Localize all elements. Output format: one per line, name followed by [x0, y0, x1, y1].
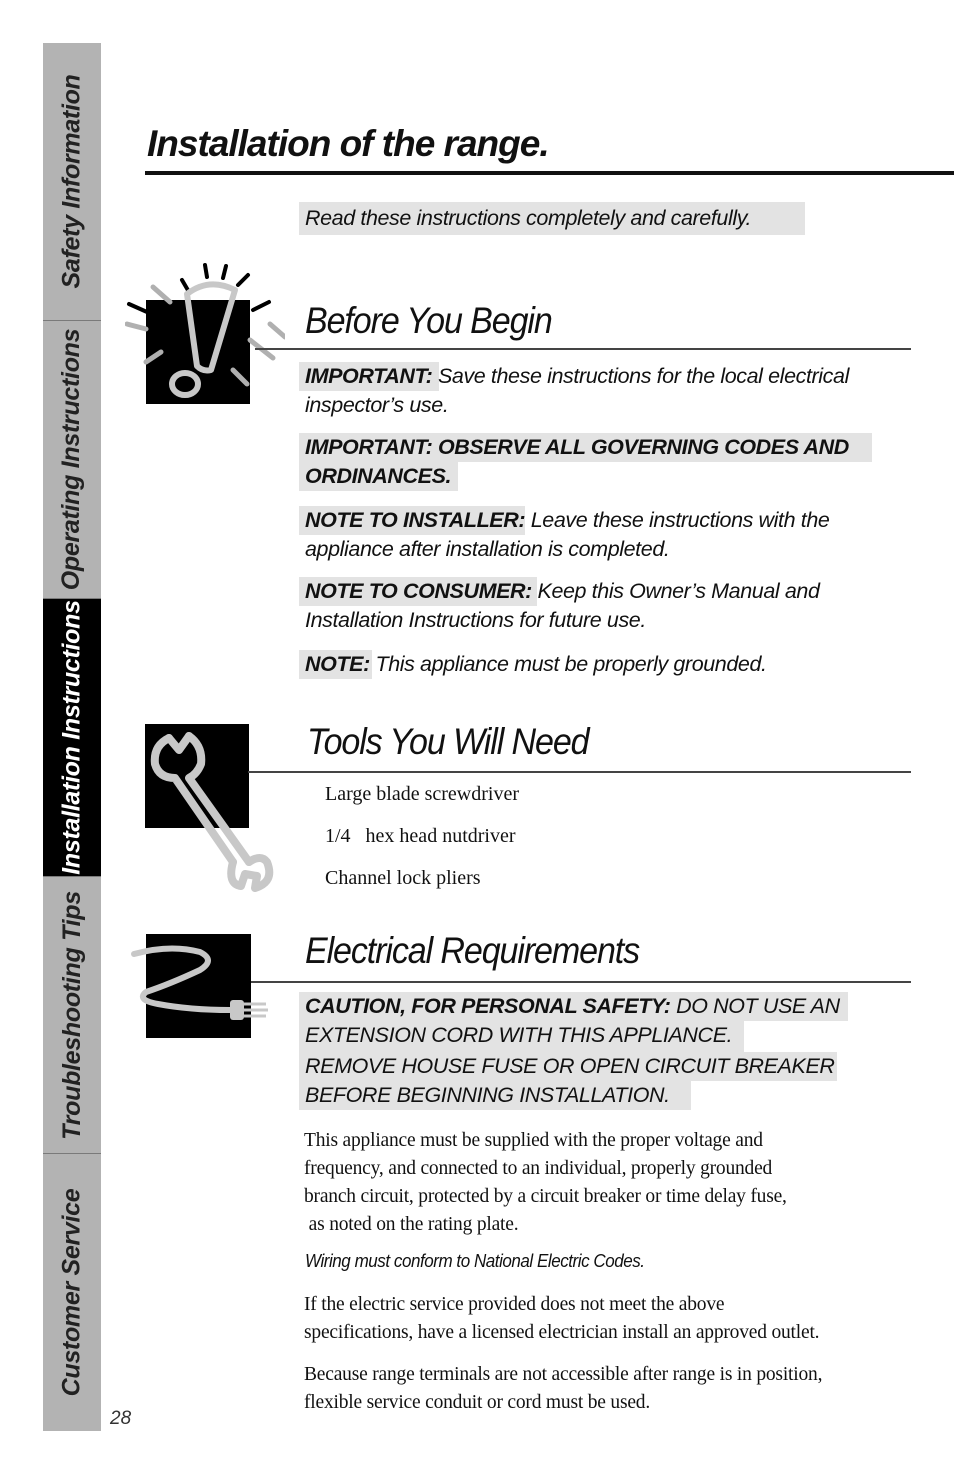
paragraph-line: frequency, and connected to an individual, properly grounded: [304, 1158, 773, 1179]
side-tabs: [43, 43, 101, 1431]
paragraph-line: Because range terminals are not accessible after range is in position,: [304, 1364, 823, 1385]
section-rule: [251, 981, 911, 983]
note-to-installer: [299, 506, 911, 564]
section-title-electrical: Electrical Requirements: [305, 930, 640, 971]
note-lead: NOTE TO INSTALLER:: [305, 508, 526, 532]
tool-item: Large blade screwdriver: [325, 783, 519, 805]
tab-customer-service[interactable]: [43, 1154, 101, 1431]
warning-icon: [125, 262, 285, 407]
note-text: Keep this Owner’s Manual and: [537, 579, 820, 603]
note-text: This appliance must be properly grounded.: [375, 652, 767, 676]
caution-text: BEFORE BEGINNING INSTALLATION.: [305, 1083, 670, 1107]
tab-label: Customer Service: [57, 1188, 86, 1397]
tool-item: 1/4 hex head nutdriver: [325, 825, 516, 847]
note-observe-codes: [299, 433, 872, 491]
paragraph-line: flexible service conduit or cord must be used.: [304, 1392, 651, 1413]
tab-safety-information[interactable]: [43, 43, 101, 321]
tool-item: Channel lock pliers: [325, 867, 481, 889]
section-rule: [248, 771, 911, 773]
intro-note: Read these instructions completely and carefully.: [299, 202, 805, 235]
title-rule: [145, 171, 954, 175]
caution-text: EXTENSION CORD WITH THIS APPLIANCE.: [305, 1023, 733, 1047]
paragraph-line: specifications, have a licensed electrician install an approved outlet.: [304, 1322, 820, 1343]
service-paragraph: [304, 1291, 914, 1347]
tab-label: Troubleshooting Tips: [57, 890, 86, 1140]
section-rule: [255, 348, 911, 350]
note-lead: IMPORTANT: OBSERVE ALL GOVERNING CODES AND: [305, 435, 849, 459]
tab-installation-instructions[interactable]: [43, 599, 101, 877]
tab-troubleshooting-tips[interactable]: [43, 877, 101, 1154]
caution-lead: CAUTION, FOR PERSONAL SAFETY:: [305, 994, 671, 1018]
note-lead: IMPORTANT:: [305, 364, 433, 388]
note-text: Save these instructions for the local electrical: [437, 364, 849, 388]
note-text: inspector’s use.: [305, 393, 449, 417]
tab-operating-instructions[interactable]: [43, 321, 101, 599]
caution-text: REMOVE HOUSE FUSE OR OPEN CIRCUIT BREAKER: [305, 1054, 835, 1078]
note-to-consumer: [299, 577, 911, 635]
caution-text: DO NOT USE AN: [676, 994, 840, 1018]
wiring-note: Wiring must conform to National Electric Codes.: [305, 1250, 645, 1271]
page-number: 28: [110, 1408, 132, 1429]
note-lead: NOTE TO CONSUMER:: [305, 579, 532, 603]
paragraph-line: branch circuit, protected by a circuit breaker or time delay fuse,: [304, 1186, 787, 1207]
paragraph-line: This appliance must be supplied with the proper voltage and: [304, 1130, 763, 1151]
paragraph-line: If the electric service provided does not meet the above: [304, 1294, 725, 1315]
tab-label: Operating Instructions: [57, 328, 86, 591]
note-text: Installation Instructions for future use.: [305, 608, 646, 632]
note-important-save: [299, 362, 911, 420]
tab-label: Safety Information: [57, 74, 86, 289]
page-title: Installation of the range.: [147, 123, 549, 164]
tab-label: Installation Instructions: [57, 600, 86, 875]
caution-note: [299, 992, 911, 1110]
section-title-before-you-begin: Before You Begin: [305, 300, 552, 341]
section-title-tools: Tools You Will Need: [307, 721, 589, 762]
wrench-icon: [145, 724, 285, 894]
supply-paragraph: [304, 1127, 914, 1239]
note-grounded: [299, 650, 911, 679]
note-text: appliance after installation is completed.: [305, 537, 670, 561]
note-text: Leave these instructions with the: [530, 508, 830, 532]
note-lead: ORDINANCES.: [305, 464, 452, 488]
power-cord-icon: [130, 934, 270, 1040]
note-lead: NOTE:: [305, 652, 370, 676]
paragraph-line: as noted on the rating plate.: [304, 1214, 519, 1235]
conduit-paragraph: [304, 1361, 914, 1417]
